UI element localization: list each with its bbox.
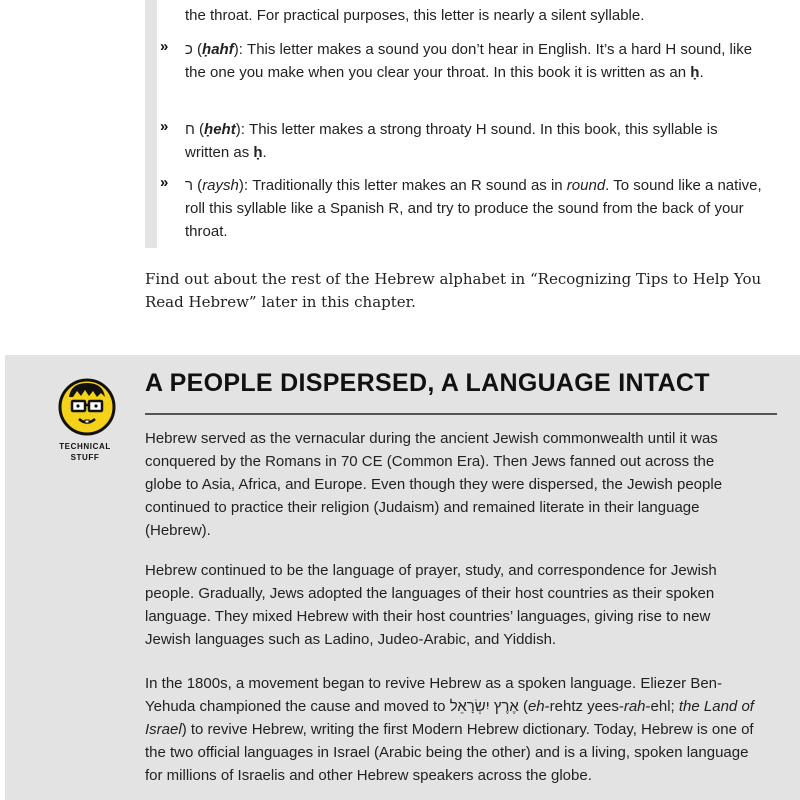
sidebar-paragraph: Hebrew served as the vernacular during the ancient Jewish commonwealth until it was conquered by the Romans in 70 CE (Common Era). Then Jews fanned out across the globe to Asia, Africa, and Europe. Even though they were dispersed, the Jewish people continued to practice their religion (Judaism) and remained literate in their language (Hebrew). (145, 430, 723, 539)
list-item-text: ): This letter makes a strong throaty H sound. In this book, this syllable is written as (185, 121, 718, 161)
list-item-text: . To sound like a native, roll this syllable like a Spanish R, and try to produce the sound from the back of your throat. (185, 177, 762, 240)
double-chevron-icon: » (160, 174, 167, 191)
double-chevron-icon: » (160, 38, 167, 55)
stressed-syllable: rah (623, 698, 646, 715)
double-chevron-icon: » (160, 118, 167, 135)
technical-stuff-icon (57, 375, 117, 444)
list-item: ח (ḥeht): This letter makes a strong throaty H sound. In this book, this syllable is written as ḥ. (185, 121, 718, 161)
paragraph-text: ) to revive Hebrew, writing the first Modern Hebrew dictionary. Today, Hebrew is one of the two official languages in Israel (Arabic being the other) and is a living, spoken language for millions of Israelis and other Hebrew speakers across the globe. (145, 721, 754, 784)
translation: the Land of Israel (145, 698, 754, 738)
icon-label (45, 441, 125, 463)
list-item-text: . (699, 64, 704, 81)
sidebar-title: A PEOPLE DISPERSED, A LANGUAGE INTACT (145, 369, 710, 397)
sidebar-paragraph: Hebrew continued to be the language of prayer, study, and correspondence for Jewish people. Gradually, Jews adopted the languages of their host countries as their spoken language. They mixed Hebrew with their host countries’ languages, giving rise to new Jewish languages such as Ladino, Judeo-Arabic, and Yiddish. (145, 562, 717, 648)
sidebar-paragraph (145, 672, 755, 787)
hebrew-letter: ח (185, 121, 195, 138)
hebrew-letter: ר (185, 177, 194, 194)
hebrew-phrase: אֶרֶץ יִשְׂרָאֵל (449, 698, 519, 715)
technical-stuff-sidebar (5, 355, 800, 800)
hebrew-letter: כ (185, 41, 193, 58)
body-paragraph: Find out about the rest of the Hebrew alphabet in “Recognizing Tips to Help You Read Hebrew” later in this chapter. (145, 270, 762, 311)
paragraph-text: -rehtz yees- (544, 698, 624, 715)
list-item-text: ): Traditionally this letter makes an R sound as in (238, 177, 567, 194)
list-item-text: . (262, 144, 267, 161)
list-item: כ (ḥahf): This letter makes a sound you don’t hear in English. It’s a hard H sound, like the one you make when you clear your throat. In this book it is written as an ḥ. (185, 41, 753, 81)
list-item-text: ): This letter makes a sound you don’t hear in English. It’s a hard H sound, like the one you make when you clear your throat. In this book it is written as an (185, 41, 753, 81)
paragraph-text: In the 1800s, a movement began to revive Hebrew as a spoken language. Eliezer Ben-Yehuda championed the cause and moved to (145, 675, 723, 715)
icon-label-line: TECHNICAL (59, 442, 111, 451)
emphasis-word: round (566, 177, 606, 194)
transliteration-symbol: ḥ (690, 64, 700, 81)
icon-label-line: STUFF (70, 453, 100, 462)
stressed-syllable: eh (527, 698, 545, 715)
paragraph-text: -ehl; (645, 698, 679, 715)
transliteration-symbol: ḥ (253, 144, 263, 161)
list-item: ר (raysh): Traditionally this letter makes an R sound as in round. To sound like a native, roll this syllable like a Spanish R, and try to produce the sound from the back of your throat. (185, 177, 762, 240)
letter-name: ḥeht (204, 121, 236, 138)
letter-name: ḥahf (202, 41, 234, 58)
paragraph-text: ( (518, 698, 528, 715)
list-item-continued (185, 4, 765, 27)
list-item-text: the throat. For practical purposes, this letter is nearly a silent syllable. (185, 7, 645, 24)
title-divider (145, 413, 777, 415)
bullet-list-margin-bar (145, 0, 157, 248)
letter-name: raysh (202, 177, 239, 194)
